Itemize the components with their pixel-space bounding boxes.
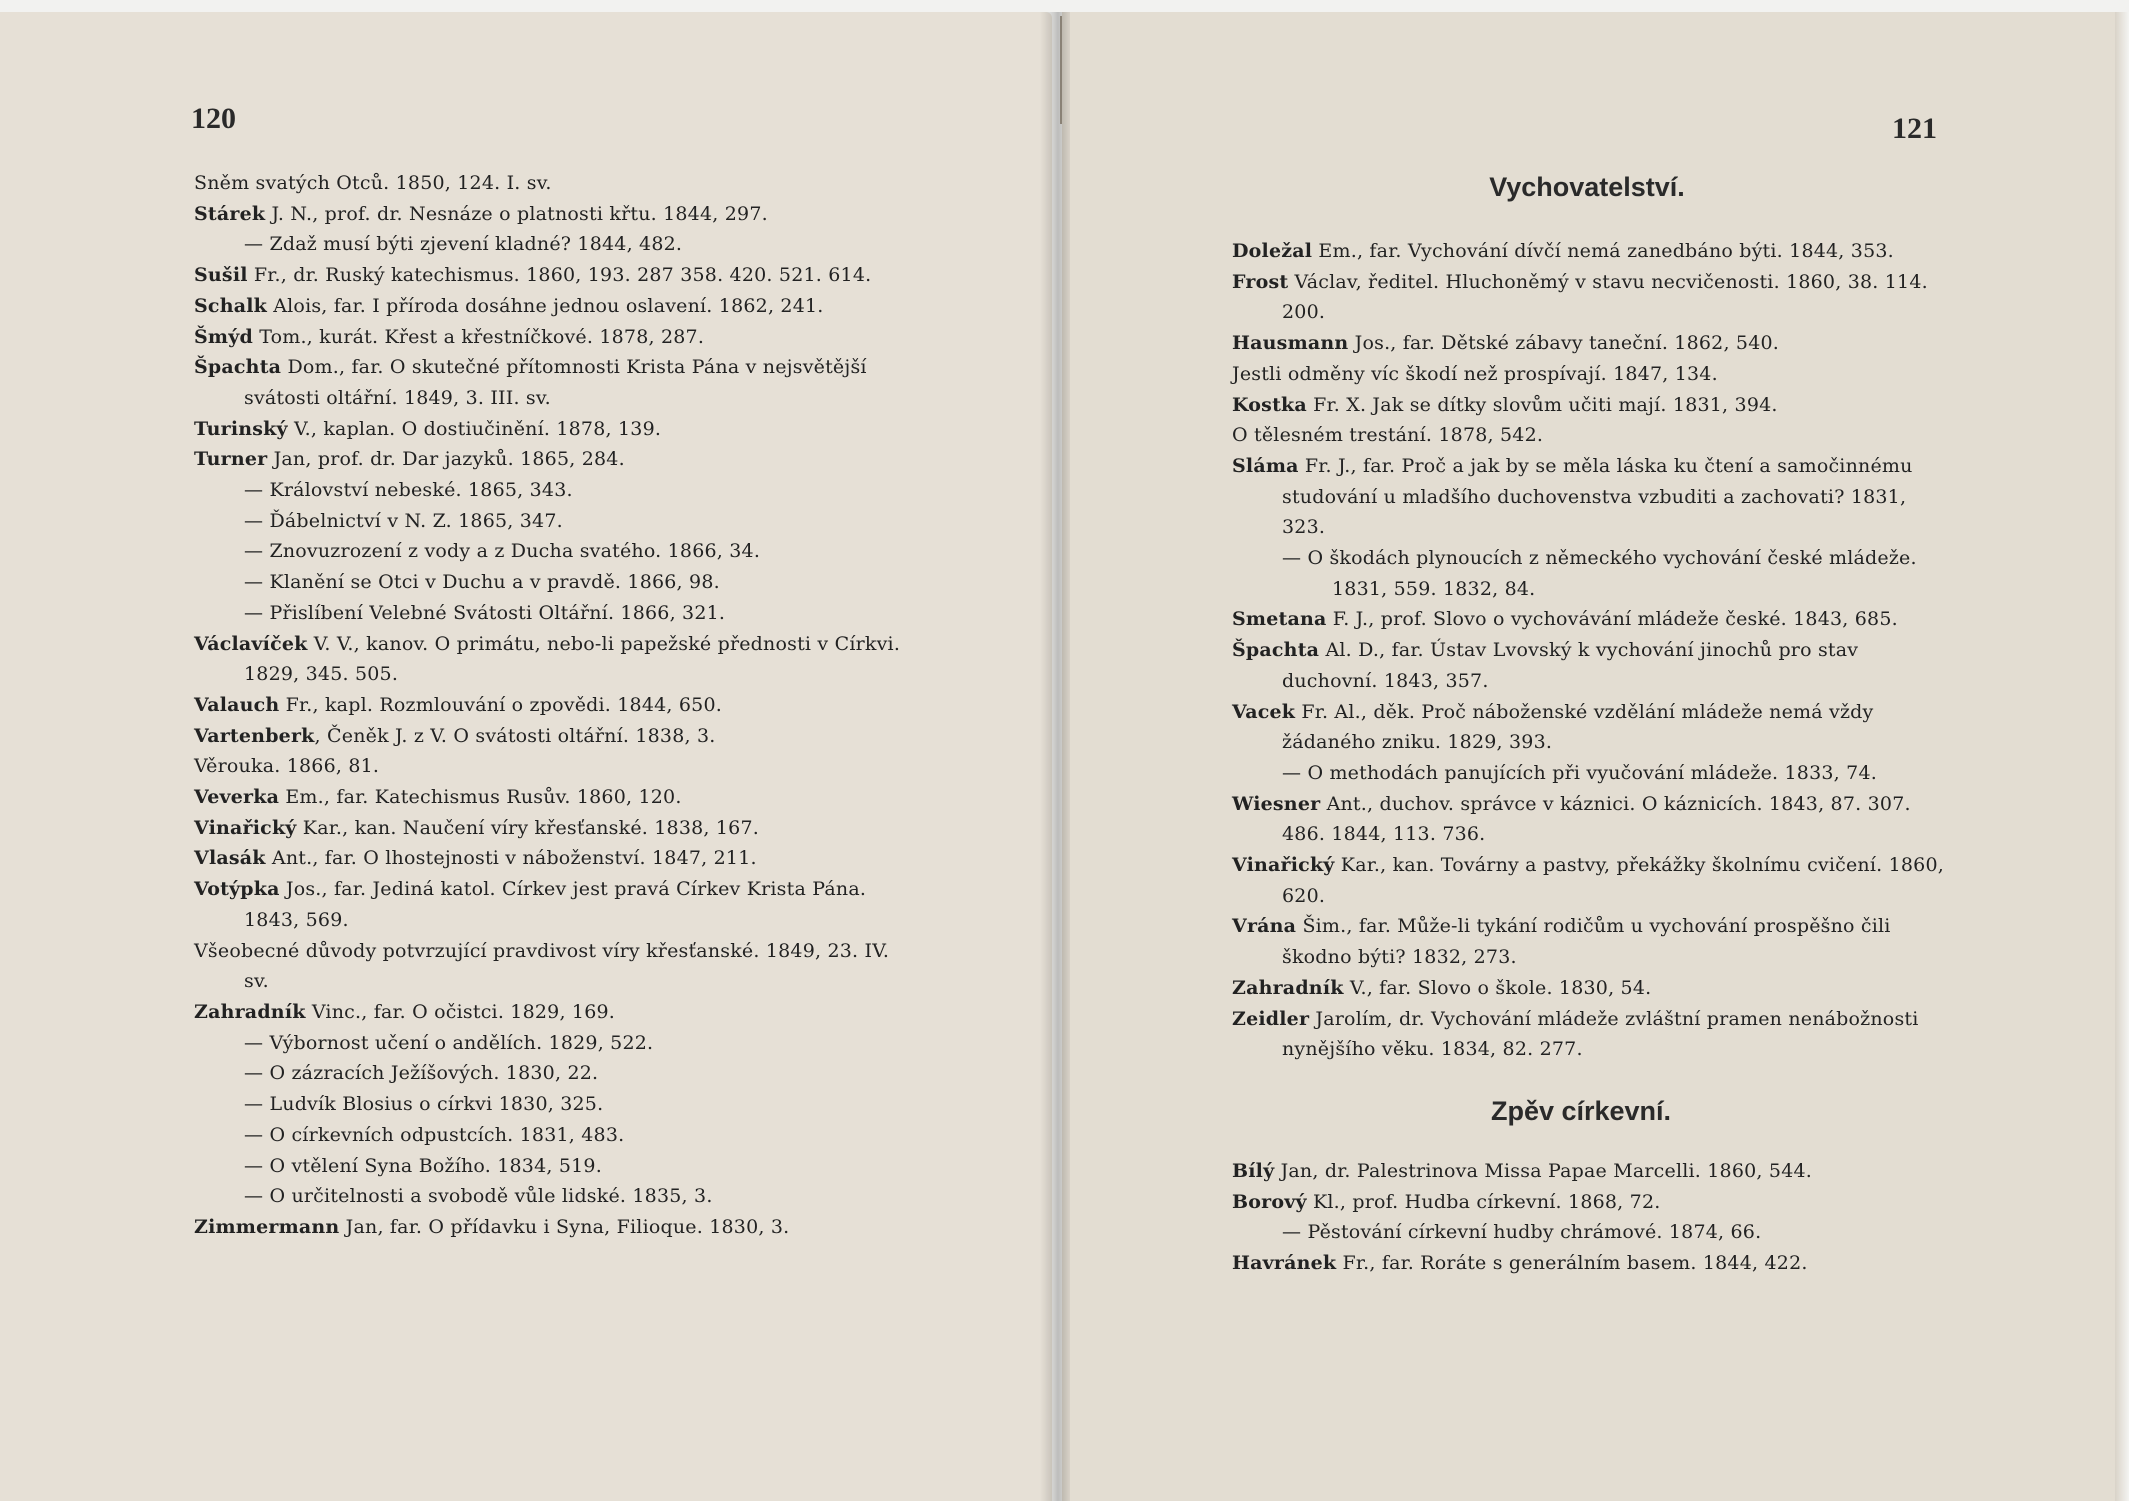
author-name: Špachta xyxy=(194,356,282,379)
index-entry xyxy=(194,567,914,598)
index-entry xyxy=(1232,1004,1952,1065)
index-entry xyxy=(194,629,914,690)
author-name: Valauch xyxy=(194,693,280,716)
entry-text: — Ludvík Blosius o církvi 1830, 325. xyxy=(244,1093,604,1116)
index-entry xyxy=(194,1181,914,1212)
index-entry xyxy=(194,229,914,260)
index-entry xyxy=(194,1212,914,1243)
author-name: Špachta xyxy=(1232,639,1320,662)
entry-text: Al. D., far. Ústav Lvovský k vychování jinochů pro stav duchovní. 1843, 357. xyxy=(1282,639,1859,692)
author-name: Václavíček xyxy=(194,632,308,655)
author-name: Zahradník xyxy=(1232,976,1344,999)
index-entry xyxy=(1232,390,1952,421)
index-entry xyxy=(1232,973,1952,1004)
index-entry xyxy=(1232,758,1952,789)
entry-text: V., far. Slovo o škole. 1830, 54. xyxy=(1343,976,1652,999)
author-name: Turner xyxy=(194,448,268,471)
page-number-left: 120 xyxy=(191,102,236,135)
index-entry xyxy=(1232,850,1952,911)
right-index-column-vychovatelstvi xyxy=(1232,236,1952,1065)
entry-text: Jan, prof. dr. Dar jazyků. 1865, 284. xyxy=(267,448,625,471)
entry-text: Fr. Al., děk. Proč náboženské vzdělání mládeže nemá vždy žádaného zniku. 1829, 393. xyxy=(1282,700,1874,754)
index-entry xyxy=(194,291,914,322)
entry-text: — Přislíbení Velebné Svátosti Oltářní. 1866, 321. xyxy=(244,601,726,624)
author-name: Zahradník xyxy=(194,1000,306,1023)
author-name: Doležal xyxy=(1232,240,1313,262)
index-entry xyxy=(194,475,914,506)
index-entry xyxy=(194,874,914,935)
entry-text: Fr., kapl. Rozmlouvání o zpovědi. 1844, 650. xyxy=(279,693,722,716)
entry-text: Fr. X. Jak se dítky slovům učiti mají. 1831, 394. xyxy=(1306,393,1778,416)
index-entry xyxy=(1232,267,1952,328)
entry-text: Jos., far. Jediná katol. Církev jest pravá Církev Krista Pána. 1843, 569. xyxy=(244,878,867,931)
left-index-column xyxy=(194,168,914,1243)
index-entry xyxy=(194,199,914,230)
author-name: Zeidler xyxy=(1232,1007,1310,1030)
index-entry xyxy=(194,936,914,997)
entry-text: Jestli odměny víc škodí než prospívají. 1847, 134. xyxy=(1232,362,1718,385)
index-entry xyxy=(194,751,914,782)
entry-text: — O škodách plynoucích z německého vychování české mládeže. 1831, 559. 1832, 84. xyxy=(1282,547,1917,600)
author-name: Frost xyxy=(1232,270,1289,293)
entry-text: — Království nebeské. 1865, 343. xyxy=(244,479,573,502)
entry-text: Jarolím, dr. Vychování mládeže zvláštní pramen nenábožnosti nynějšího věku. 1834, 82. 277. xyxy=(1282,1007,1919,1061)
index-entry xyxy=(1232,1156,1952,1187)
author-name: Veverka xyxy=(194,786,280,809)
entry-text: Fr. J., far. Proč a jak by se měla láska ku čtení a samočinnému studování u mladšího duchovenstva vzbuditi a zachovati? 1831, 323. xyxy=(1282,454,1913,539)
entry-text: Ant., duchov. správce v káznici. O káznicích. 1843, 87. 307. 486. 1844, 113. 736. xyxy=(1282,792,1911,846)
entry-text: Všeobecné důvody potvrzující pravdivost víry křesťanské. 1849, 23. IV. sv. xyxy=(194,939,890,993)
author-name: Vacek xyxy=(1232,700,1296,723)
entry-text: Ant., far. O lhostejnosti v náboženství. 1847, 211. xyxy=(265,847,757,870)
index-entry xyxy=(1232,789,1952,850)
index-entry xyxy=(1232,543,1952,604)
author-name: Kostka xyxy=(1232,393,1307,416)
index-entry xyxy=(194,997,914,1028)
entry-text: Vinc., far. O očistci. 1829, 169. xyxy=(305,1000,616,1023)
index-entry xyxy=(1232,697,1952,758)
entry-text: Kar., kan. Naučení víry křesťanské. 1838, 167. xyxy=(296,816,760,839)
entry-text: Václav, ředitel. Hluchoněmý v stavu necvičenosti. 1860, 38. 114. 200. xyxy=(1282,270,1928,324)
author-name: Havránek xyxy=(1232,1252,1337,1275)
entry-text: — Znovuzrození z vody a z Ducha svatého. 1866, 34. xyxy=(244,540,761,563)
author-name: Borový xyxy=(1232,1190,1307,1213)
entry-text: Sněm svatých Otců. 1850, 124. I. sv. xyxy=(194,172,552,194)
entry-text: V. V., kanov. O primátu, nebo-li papežské přednosti v Církvi. 1829, 345. 505. xyxy=(244,632,901,686)
index-entry xyxy=(194,168,914,199)
entry-text: — O methodách panujících při vyučování mládeže. 1833, 74. xyxy=(1282,761,1877,784)
entry-text: Tom., kurát. Křest a křestníčkové. 1878, 287. xyxy=(252,325,705,348)
index-entry xyxy=(1232,604,1952,635)
author-name: Hausmann xyxy=(1232,332,1349,355)
entry-text: Šim., far. Může-li tykání rodičům u vychování prospěšno čili škodno býti? 1832, 273. xyxy=(1282,915,1891,969)
section-title-zpev-cirkevni: Zpěv církevní. xyxy=(1490,1096,1672,1126)
index-entry xyxy=(194,322,914,353)
index-entry xyxy=(1232,1217,1952,1248)
index-entry xyxy=(194,721,914,752)
entry-text: — Pěstování církevní hudby chrámové. 1874, 66. xyxy=(1282,1221,1762,1244)
entry-text: F. J., prof. Slovo o vychovávání mládeže české. 1843, 685. xyxy=(1326,608,1898,631)
entry-text: — O církevních odpustcích. 1831, 483. xyxy=(244,1123,625,1146)
book-gutter xyxy=(1040,12,1070,1501)
index-entry xyxy=(194,506,914,537)
index-entry xyxy=(194,690,914,721)
index-entry xyxy=(1232,1248,1952,1279)
author-name: Stárek xyxy=(194,202,266,225)
entry-text: — Ďábelnictví v N. Z. 1865, 347. xyxy=(244,509,563,532)
index-entry xyxy=(194,843,914,874)
author-name: Sušil xyxy=(194,264,248,287)
index-entry xyxy=(194,414,914,445)
entry-text: Věrouka. 1866, 81. xyxy=(194,755,380,778)
entry-text: V., kaplan. O dostiučinění. 1878, 139. xyxy=(287,417,662,440)
index-entry xyxy=(1232,451,1952,543)
index-entry xyxy=(194,782,914,813)
page-number-right: 121 xyxy=(1892,112,1937,145)
entry-text: Em., far. Vychování dívčí nemá zanedbáno býti. 1844, 353. xyxy=(1312,240,1894,262)
entry-text: Jan, far. O přídavku i Syna, Filioque. 1830, 3. xyxy=(339,1215,790,1238)
author-name: Šmýd xyxy=(194,325,253,348)
index-entry xyxy=(194,536,914,567)
author-name: Vinařický xyxy=(1232,854,1335,877)
index-entry xyxy=(194,444,914,475)
author-name: Wiesner xyxy=(1232,792,1321,815)
index-entry xyxy=(194,1089,914,1120)
entry-text: Kar., kan. Továrny a pastvy, překážky školnímu cvičení. 1860, 620. xyxy=(1282,854,1944,907)
index-entry xyxy=(1232,420,1952,451)
index-entry xyxy=(194,1120,914,1151)
entry-text: O tělesném trestání. 1878, 542. xyxy=(1232,424,1544,447)
entry-text: — O zázracích Ježíšových. 1830, 22. xyxy=(244,1062,599,1085)
author-name: Vinařický xyxy=(194,816,297,839)
entry-text: Kl., prof. Hudba církevní. 1868, 72. xyxy=(1306,1190,1661,1213)
index-entry xyxy=(1232,1187,1952,1218)
author-name: Sláma xyxy=(1232,454,1299,477)
entry-text: J. N., prof. dr. Nesnáze o platnosti křtu. 1844, 297. xyxy=(265,202,768,225)
author-name: Smetana xyxy=(1232,608,1327,631)
index-entry xyxy=(1232,635,1952,696)
index-entry xyxy=(194,1151,914,1182)
index-entry xyxy=(194,813,914,844)
entry-text: Em., far. Katechismus Rusův. 1860, 120. xyxy=(279,786,682,809)
index-entry xyxy=(1232,236,1952,267)
right-index-column-zpev xyxy=(1232,1156,1952,1279)
page-edge xyxy=(2115,12,2129,1501)
author-name: Zimmermann xyxy=(194,1215,340,1238)
spine-line xyxy=(1060,16,1062,124)
entry-text: Alois, far. I příroda dosáhne jednou oslavení. 1862, 241. xyxy=(267,294,824,317)
author-name: Vrána xyxy=(1232,915,1297,938)
entry-text: — Klanění se Otci v Duchu a v pravdě. 1866, 98. xyxy=(244,571,720,594)
entry-text: — O určitelnosti a svobodě vůle lidské. 1835, 3. xyxy=(244,1185,713,1208)
author-name: Votýpka xyxy=(194,878,280,901)
author-name: Turinský xyxy=(194,417,288,440)
entry-text: Dom., far. O skutečné přítomnosti Krista Pána v nejsvětější svátosti oltářní. 1849, 3. III. sv. xyxy=(244,356,867,409)
entry-text: , Čeněk J. z V. O svátosti oltářní. 1838, 3. xyxy=(314,724,716,747)
entry-text: Jan, dr. Palestrinova Missa Papae Marcelli. 1860, 544. xyxy=(1274,1160,1813,1182)
index-entry xyxy=(1232,911,1952,972)
index-entry xyxy=(1232,328,1952,359)
entry-text: — Výbornost učení o andělích. 1829, 522. xyxy=(244,1031,654,1054)
index-entry xyxy=(194,352,914,413)
entry-text: — O vtělení Syna Božího. 1834, 519. xyxy=(244,1154,602,1177)
author-name: Vlasák xyxy=(194,847,266,870)
entry-text: Jos., far. Dětské zábavy taneční. 1862, 540. xyxy=(1348,332,1780,355)
index-entry xyxy=(194,260,914,291)
author-name: Schalk xyxy=(194,294,267,317)
entry-text: Fr., dr. Ruský katechismus. 1860, 193. 287 358. 420. 521. 614. xyxy=(247,264,872,287)
index-entry xyxy=(194,1028,914,1059)
entry-text: Fr., far. Roráte s generálním basem. 1844, 422. xyxy=(1336,1252,1808,1275)
author-name: Bílý xyxy=(1232,1160,1275,1182)
index-entry xyxy=(194,1058,914,1089)
index-entry xyxy=(1232,359,1952,390)
section-title-vychovatelstvi: Vychovatelství. xyxy=(1489,172,1685,202)
index-entry xyxy=(194,598,914,629)
entry-text: — Zdaž musí býti zjevení kladné? 1844, 482. xyxy=(244,233,683,256)
author-name: Vartenberk xyxy=(194,724,315,747)
